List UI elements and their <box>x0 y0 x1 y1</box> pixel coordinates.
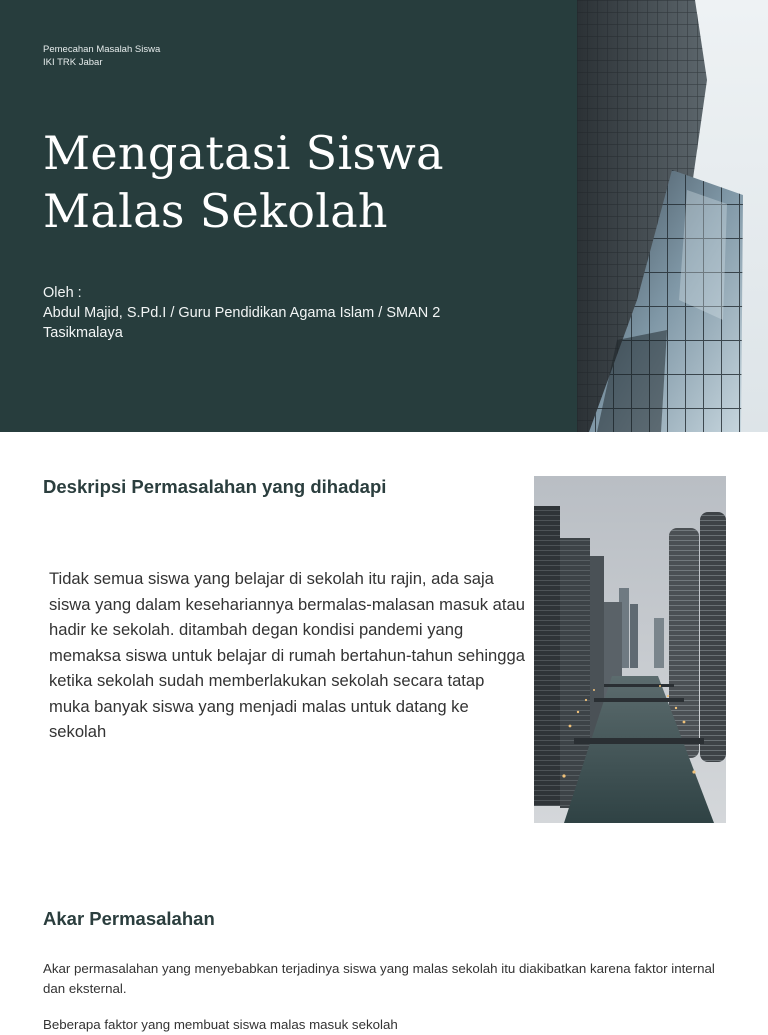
meta-subject: Pemecahan Masalah Siswa <box>43 44 161 55</box>
author-block <box>43 283 483 343</box>
hero-banner <box>0 0 768 432</box>
description-paragraph: Tidak semua siswa yang belajar di sekolah itu rajin, ada saja siswa yang dalam kesehariannya bermalas-malasan masuk atau hadir ke sekolah. ditambah degan kondisi pandemi yang memaksa siswa untuk belajar di rumah bertahun-tahun sehingga ketika sekolah sudah memberlakukan sekolah secara tatap muka banyak siswa yang menjadi malas untuk datang ke sekolah <box>49 569 525 741</box>
author-text: Abdul Majid, S.Pd.I / Guru Pendidikan Agama Islam / SMAN 2 Tasikmalaya <box>43 305 441 341</box>
page-title <box>43 124 543 240</box>
section-heading-description: Deskripsi Permasalahan yang dihadapi <box>43 476 387 497</box>
root-cause-paragraph: Akar permasalahan yang menyebabkan terjadinya siswa yang malas sekolah itu diakibatkan karena faktor internal dan eksternal. <box>43 961 715 996</box>
city-river-illustration <box>534 476 726 823</box>
skyscraper-illustration <box>577 0 768 432</box>
title-line-2: Malas Sekolah <box>43 184 388 238</box>
hero-meta <box>43 43 160 69</box>
author-label: Oleh : <box>43 285 82 301</box>
factors-intro-text: Beberapa faktor yang membuat siswa malas masuk sekolah <box>43 1017 398 1032</box>
title-line-1: Mengatasi Siswa <box>43 126 444 180</box>
skyscraper-photo <box>577 0 768 432</box>
city-river-photo <box>534 476 726 823</box>
section-heading-root-cause: Akar Permasalahan <box>43 908 215 929</box>
meta-program: IKI TRK Jabar <box>43 57 103 68</box>
